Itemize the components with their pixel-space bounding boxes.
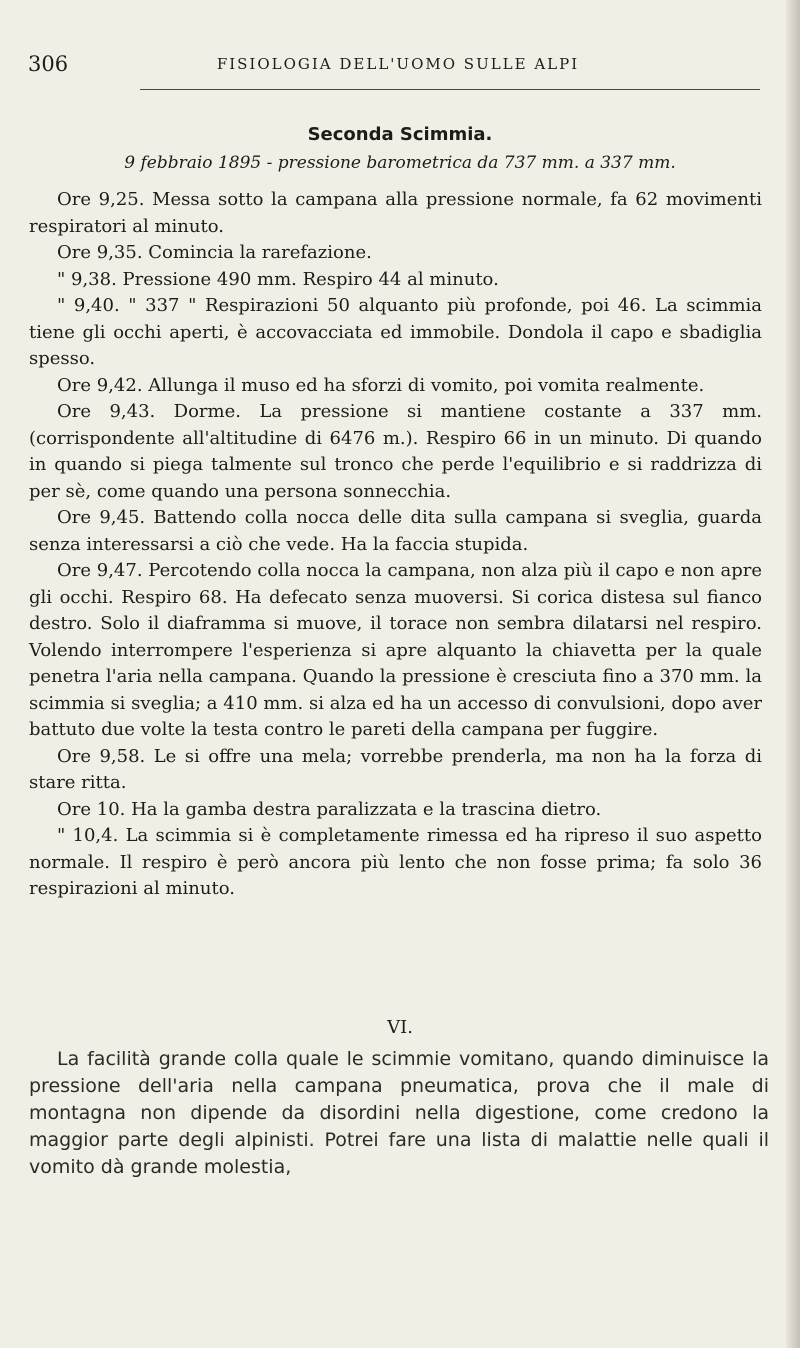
- running-head: [28, 52, 768, 82]
- header-rule: [140, 89, 760, 90]
- running-title: FISIOLOGIA DELL'UOMO SULLE ALPI: [216, 55, 580, 73]
- log-entry: Ore 9,45. Battendo colla nocca delle dita sulla campana si sveglia, guarda senza interessarsi a ciò che vede. Ha la faccia stupida.: [29, 507, 762, 555]
- page-edge-shadow: [786, 0, 800, 1348]
- log-entry: Ore 9,42. Allunga il muso ed ha sforzi di vomito, poi vomita realmente.: [57, 374, 705, 396]
- closing-text: [29, 1046, 769, 1181]
- log-entry: Ore 10. Ha la gamba destra paralizzata e la trascina dietro.: [57, 798, 602, 820]
- page-number: 306: [28, 52, 69, 76]
- closing-paragraph: La facilità grande colla quale le scimmie vomitano, quando diminuisce la pressione dell'aria nella campana pneumatica, prova che il male di montagna non dipende da disordini nella digestione, come credono la maggior parte degli alpinisti. Potrei fare una lista di malattie nelle quali il vomito dà grande molestia,: [29, 1048, 769, 1178]
- log-entry: " 9,38. Pressione 490 mm. Respiro 44 al minuto.: [57, 268, 499, 290]
- section-number: VI.: [387, 1017, 413, 1038]
- log-entry: Ore 9,43. Dorme. La pressione si mantiene costante a 337 mm. (corrispondente all'altitudine di 6476 m.). Respiro 66 in un minuto. Di quando in quando si piega talmente sul tronco che perde l'equilibrio e si raddrizza di per sè, come quando una persona sonnecchia.: [29, 401, 762, 502]
- log-entry: Ore 9,35. Comincia la rarefazione.: [57, 242, 372, 263]
- experiment-log: [29, 187, 762, 903]
- log-entry: Ore 9,58. Le si offre una mela; vorrebbe prenderla, ma non ha la forza di stare ritta.: [29, 745, 762, 793]
- log-entry: " 10,4. La scimmia si è completamente rimessa ed ha ripreso il suo aspetto normale. Il respiro è però ancora più lento che non fosse prima; fa solo 36 respirazioni al minuto.: [29, 825, 762, 899]
- log-entry: " 9,40. " 337 " Respirazioni 50 alquanto più profonde, poi 46. La scimmia tiene gli occhi aperti, è accovacciata ed immobile. Dondola il capo e sbadiglia spesso.: [29, 295, 762, 369]
- section-title: Seconda Scimmia.: [307, 124, 493, 145]
- section-subtitle: 9 febbraio 1895 - pressione barometrica da 737 mm. a 337 mm.: [124, 153, 676, 173]
- log-entry: Ore 9,25. Messa sotto la campana alla pressione normale, fa 62 movimenti respiratori al minuto.: [29, 189, 762, 237]
- log-entry: Ore 9,47. Percotendo colla nocca la campana, non alza più il capo e non apre gli occhi. Respiro 68. Ha defecato senza muoversi. Si corica distesa sul fianco destro. Solo il diaframma si muove, il torace non sembra dilatarsi nel respiro. Volendo interrompere l'esperienza si apre alquanto la chiavetta per la quale penetra l'aria nella campana. Quando la pressione è cresciuta fino a 370 mm. la scimmia si sveglia; a 410 mm. si alza ed ha un accesso di convulsioni, dopo aver battuto due volte la testa contro le pareti della campana per fuggire.: [29, 560, 762, 740]
